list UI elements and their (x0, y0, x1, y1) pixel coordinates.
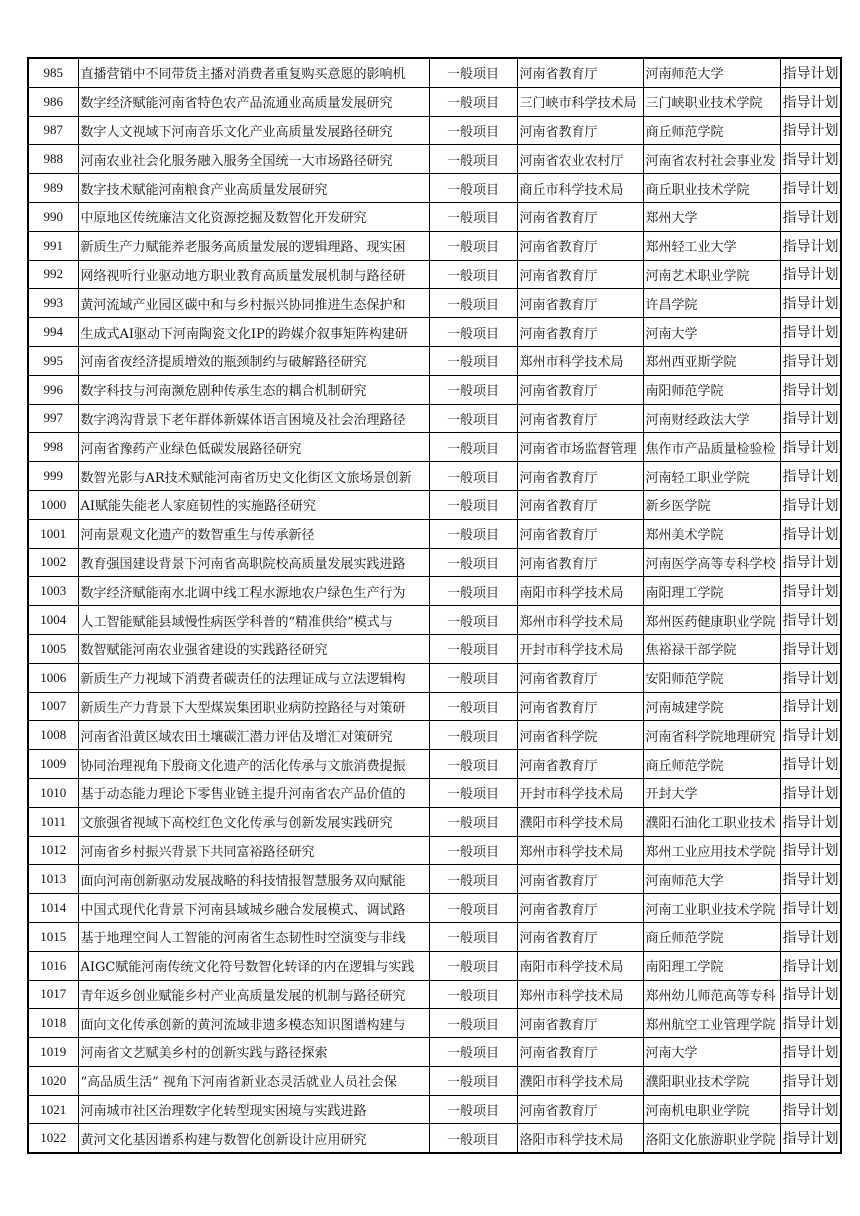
host-unit-cell: 商丘师范学院 (643, 116, 780, 145)
table-row (28, 1009, 841, 1038)
row-number-cell: 1008 (28, 721, 78, 750)
row-number-cell: 1013 (28, 865, 78, 894)
project-type-cell: 一般项目 (429, 721, 517, 750)
project-title-cell: 新质生产力背景下大型煤炭集团职业病防控路径与对策研 (78, 692, 429, 721)
project-type-cell: 一般项目 (429, 865, 517, 894)
plan-category-cell: 指导计划 (780, 318, 841, 347)
table-row (28, 1038, 841, 1067)
row-number-cell: 1006 (28, 663, 78, 692)
row-number-cell: 998 (28, 433, 78, 462)
host-unit-cell: 河南艺术职业学院 (643, 260, 780, 289)
host-unit-cell: 河南轻工职业学院 (643, 462, 780, 491)
recommending-department-cell: 河南省科学院 (517, 721, 643, 750)
project-type-cell: 一般项目 (429, 922, 517, 951)
table-row (28, 202, 841, 231)
table-row (28, 433, 841, 462)
project-type-cell: 一般项目 (429, 807, 517, 836)
row-number-cell: 994 (28, 318, 78, 347)
row-number-cell: 1016 (28, 951, 78, 980)
project-type-cell: 一般项目 (429, 951, 517, 980)
project-title-cell: 人工智能赋能县域慢性病医学科普的“精准供给”模式与 (78, 606, 429, 635)
row-number-cell: 1015 (28, 922, 78, 951)
host-unit-cell: 河南师范大学 (643, 58, 780, 87)
table-row (28, 951, 841, 980)
recommending-department-cell: 河南省教育厅 (517, 375, 643, 404)
host-unit-cell: 新乡医学院 (643, 490, 780, 519)
recommending-department-cell: 河南省教育厅 (517, 490, 643, 519)
table-row (28, 289, 841, 318)
row-number-cell: 997 (28, 404, 78, 433)
table-row (28, 692, 841, 721)
plan-category-cell: 指导计划 (780, 1066, 841, 1095)
recommending-department-cell: 濮阳市科学技术局 (517, 807, 643, 836)
host-unit-cell: 郑州轻工业大学 (643, 231, 780, 260)
recommending-department-cell: 商丘市科学技术局 (517, 174, 643, 203)
table-row (28, 1066, 841, 1095)
plan-category-cell: 指导计划 (780, 490, 841, 519)
plan-category-cell: 指导计划 (780, 865, 841, 894)
project-title-cell: 新质生产力赋能养老服务高质量发展的逻辑理路、现实困 (78, 231, 429, 260)
host-unit-cell: 焦裕禄干部学院 (643, 634, 780, 663)
project-title-cell: 河南省乡村振兴背景下共同富裕路径研究 (78, 836, 429, 865)
project-type-cell: 一般项目 (429, 174, 517, 203)
project-title-cell: 河南景观文化遗产的数智重生与传承新径 (78, 519, 429, 548)
row-number-cell: 985 (28, 58, 78, 87)
table-row (28, 375, 841, 404)
plan-category-cell: 指导计划 (780, 922, 841, 951)
project-title-cell: 基于动态能力理论下零售业链主提升河南省农产品价值的 (78, 778, 429, 807)
project-title-cell: 教育强国建设背景下河南省高职院校高质量发展实践进路 (78, 548, 429, 577)
table-row (28, 490, 841, 519)
row-number-cell: 1017 (28, 980, 78, 1009)
table-row (28, 145, 841, 174)
table-row (28, 1124, 841, 1153)
project-title-cell: 面向河南创新驱动发展战略的科技情报智慧服务双向赋能 (78, 865, 429, 894)
table-row (28, 721, 841, 750)
host-unit-cell: 河南城建学院 (643, 692, 780, 721)
host-unit-cell: 南阳理工学院 (643, 951, 780, 980)
host-unit-cell: 河南大学 (643, 1038, 780, 1067)
project-type-cell: 一般项目 (429, 894, 517, 923)
table-row (28, 865, 841, 894)
host-unit-cell: 河南大学 (643, 318, 780, 347)
plan-category-cell: 指导计划 (780, 58, 841, 87)
project-title-cell: 数智赋能河南农业强省建设的实践路径研究 (78, 634, 429, 663)
project-title-cell: 黄河流域产业园区碳中和与乡村振兴协同推进生态保护和 (78, 289, 429, 318)
host-unit-cell: 洛阳文化旅游职业学院 (643, 1124, 780, 1153)
row-number-cell: 990 (28, 202, 78, 231)
project-type-cell: 一般项目 (429, 1124, 517, 1153)
host-unit-cell: 濮阳石油化工职业技术 (643, 807, 780, 836)
recommending-department-cell: 河南省教育厅 (517, 58, 643, 87)
recommending-department-cell: 河南省教育厅 (517, 318, 643, 347)
project-title-cell: 协同治理视角下殷商文化遗产的活化传承与文旅消费提振 (78, 750, 429, 779)
recommending-department-cell: 河南省教育厅 (517, 750, 643, 779)
plan-category-cell: 指导计划 (780, 462, 841, 491)
row-number-cell: 1018 (28, 1009, 78, 1038)
project-title-cell: 青年返乡创业赋能乡村产业高质量发展的机制与路径研究 (78, 980, 429, 1009)
table-row (28, 318, 841, 347)
host-unit-cell: 南阳师范学院 (643, 375, 780, 404)
host-unit-cell: 安阳师范学院 (643, 663, 780, 692)
host-unit-cell: 河南工业职业技术学院 (643, 894, 780, 923)
project-list-table (27, 57, 842, 1154)
project-title-cell: 数字人文视域下河南音乐文化产业高质量发展路径研究 (78, 116, 429, 145)
recommending-department-cell: 河南省教育厅 (517, 894, 643, 923)
plan-category-cell: 指导计划 (780, 721, 841, 750)
host-unit-cell: 商丘师范学院 (643, 750, 780, 779)
project-type-cell: 一般项目 (429, 1066, 517, 1095)
project-title-cell: 数字经济赋能河南省特色农产品流通业高质量发展研究 (78, 87, 429, 116)
project-type-cell: 一般项目 (429, 1009, 517, 1038)
table-row (28, 894, 841, 923)
project-type-cell: 一般项目 (429, 116, 517, 145)
row-number-cell: 986 (28, 87, 78, 116)
recommending-department-cell: 河南省教育厅 (517, 922, 643, 951)
host-unit-cell: 郑州西亚斯学院 (643, 346, 780, 375)
project-title-cell: 数字鸿沟背景下老年群体新媒体语言困境及社会治理路径 (78, 404, 429, 433)
row-number-cell: 988 (28, 145, 78, 174)
table-row (28, 548, 841, 577)
table-row (28, 836, 841, 865)
project-title-cell: 生成式AI驱动下河南陶瓷文化IP的跨媒介叙事矩阵构建研 (78, 318, 429, 347)
row-number-cell: 1022 (28, 1124, 78, 1153)
recommending-department-cell: 开封市科学技术局 (517, 634, 643, 663)
project-title-cell: 河南省文艺赋美乡村的创新实践与路径探索 (78, 1038, 429, 1067)
table-row (28, 980, 841, 1009)
host-unit-cell: 南阳理工学院 (643, 577, 780, 606)
project-type-cell: 一般项目 (429, 433, 517, 462)
table-row (28, 634, 841, 663)
row-number-cell: 1011 (28, 807, 78, 836)
recommending-department-cell: 河南省教育厅 (517, 289, 643, 318)
project-type-cell: 一般项目 (429, 634, 517, 663)
host-unit-cell: 河南省农村社会事业发 (643, 145, 780, 174)
project-type-cell: 一般项目 (429, 836, 517, 865)
plan-category-cell: 指导计划 (780, 145, 841, 174)
host-unit-cell: 郑州大学 (643, 202, 780, 231)
host-unit-cell: 许昌学院 (643, 289, 780, 318)
row-number-cell: 987 (28, 116, 78, 145)
host-unit-cell: 开封大学 (643, 778, 780, 807)
row-number-cell: 1007 (28, 692, 78, 721)
table-row (28, 174, 841, 203)
recommending-department-cell: 三门峡市科学技术局 (517, 87, 643, 116)
project-title-cell: 面向文化传承创新的黄河流域非遗多模态知识图谱构建与 (78, 1009, 429, 1038)
recommending-department-cell: 郑州市科学技术局 (517, 346, 643, 375)
project-type-cell: 一般项目 (429, 577, 517, 606)
plan-category-cell: 指导计划 (780, 1095, 841, 1124)
table-row (28, 260, 841, 289)
host-unit-cell: 焦作市产品质量检验检 (643, 433, 780, 462)
project-title-cell: 中原地区传统廉洁文化资源挖掘及数智化开发研究 (78, 202, 429, 231)
row-number-cell: 992 (28, 260, 78, 289)
recommending-department-cell: 河南省教育厅 (517, 548, 643, 577)
table-row (28, 87, 841, 116)
plan-category-cell: 指导计划 (780, 548, 841, 577)
host-unit-cell: 河南财经政法大学 (643, 404, 780, 433)
row-number-cell: 1010 (28, 778, 78, 807)
recommending-department-cell: 河南省教育厅 (517, 462, 643, 491)
project-type-cell: 一般项目 (429, 692, 517, 721)
project-title-cell: 河南省夜经济提质增效的瓶颈制约与破解路径研究 (78, 346, 429, 375)
row-number-cell: 1001 (28, 519, 78, 548)
project-type-cell: 一般项目 (429, 87, 517, 116)
recommending-department-cell: 濮阳市科学技术局 (517, 1066, 643, 1095)
project-title-cell: AIGC赋能河南传统文化符号数智化转译的内在逻辑与实践 (78, 951, 429, 980)
host-unit-cell: 河南师范大学 (643, 865, 780, 894)
host-unit-cell: 商丘职业技术学院 (643, 174, 780, 203)
recommending-department-cell: 河南省教育厅 (517, 1095, 643, 1124)
plan-category-cell: 指导计划 (780, 663, 841, 692)
host-unit-cell: 河南医学高等专科学校 (643, 548, 780, 577)
recommending-department-cell: 洛阳市科学技术局 (517, 1124, 643, 1153)
row-number-cell: 1019 (28, 1038, 78, 1067)
plan-category-cell: 指导计划 (780, 375, 841, 404)
recommending-department-cell: 南阳市科学技术局 (517, 951, 643, 980)
project-type-cell: 一般项目 (429, 145, 517, 174)
recommending-department-cell: 河南省教育厅 (517, 202, 643, 231)
project-title-cell: 数智光影与AR技术赋能河南省历史文化街区文旅场景创新 (78, 462, 429, 491)
plan-category-cell: 指导计划 (780, 260, 841, 289)
project-title-cell: 中国式现代化背景下河南县域城乡融合发展模式、调试路 (78, 894, 429, 923)
project-type-cell: 一般项目 (429, 1095, 517, 1124)
project-title-cell: 河南省豫药产业绿色低碳发展路径研究 (78, 433, 429, 462)
plan-category-cell: 指导计划 (780, 606, 841, 635)
project-type-cell: 一般项目 (429, 260, 517, 289)
row-number-cell: 1000 (28, 490, 78, 519)
row-number-cell: 995 (28, 346, 78, 375)
project-type-cell: 一般项目 (429, 375, 517, 404)
project-title-cell: 数字科技与河南濒危剧种传承生态的耦合机制研究 (78, 375, 429, 404)
row-number-cell: 993 (28, 289, 78, 318)
project-type-cell: 一般项目 (429, 462, 517, 491)
plan-category-cell: 指导计划 (780, 778, 841, 807)
plan-category-cell: 指导计划 (780, 202, 841, 231)
row-number-cell: 1021 (28, 1095, 78, 1124)
project-title-cell: 数字技术赋能河南粮食产业高质量发展研究 (78, 174, 429, 203)
plan-category-cell: 指导计划 (780, 289, 841, 318)
project-title-cell: 文旅强省视域下高校红色文化传承与创新发展实践研究 (78, 807, 429, 836)
table-row (28, 231, 841, 260)
project-title-cell: 基于地理空间人工智能的河南省生态韧性时空演变与非线 (78, 922, 429, 951)
host-unit-cell: 郑州美术学院 (643, 519, 780, 548)
row-number-cell: 1009 (28, 750, 78, 779)
plan-category-cell: 指导计划 (780, 433, 841, 462)
plan-category-cell: 指导计划 (780, 404, 841, 433)
project-type-cell: 一般项目 (429, 778, 517, 807)
plan-category-cell: 指导计划 (780, 116, 841, 145)
plan-category-cell: 指导计划 (780, 692, 841, 721)
project-type-cell: 一般项目 (429, 1038, 517, 1067)
table-row (28, 58, 841, 87)
host-unit-cell: 三门峡职业技术学院 (643, 87, 780, 116)
row-number-cell: 1012 (28, 836, 78, 865)
project-type-cell: 一般项目 (429, 202, 517, 231)
project-title-cell: 河南城市社区治理数字化转型现实困境与实践进路 (78, 1095, 429, 1124)
recommending-department-cell: 河南省教育厅 (517, 519, 643, 548)
host-unit-cell: 郑州医药健康职业学院 (643, 606, 780, 635)
row-number-cell: 1003 (28, 577, 78, 606)
project-title-cell: 河南农业社会化服务融入服务全国统一大市场路径研究 (78, 145, 429, 174)
project-type-cell: 一般项目 (429, 404, 517, 433)
table-row (28, 404, 841, 433)
plan-category-cell: 指导计划 (780, 577, 841, 606)
project-type-cell: 一般项目 (429, 548, 517, 577)
host-unit-cell: 郑州航空工业管理学院 (643, 1009, 780, 1038)
plan-category-cell: 指导计划 (780, 346, 841, 375)
recommending-department-cell: 河南省教育厅 (517, 1038, 643, 1067)
project-type-cell: 一般项目 (429, 318, 517, 347)
row-number-cell: 991 (28, 231, 78, 260)
recommending-department-cell: 河南省教育厅 (517, 116, 643, 145)
project-type-cell: 一般项目 (429, 346, 517, 375)
plan-category-cell: 指导计划 (780, 836, 841, 865)
recommending-department-cell: 开封市科学技术局 (517, 778, 643, 807)
recommending-department-cell: 河南省教育厅 (517, 865, 643, 894)
row-number-cell: 996 (28, 375, 78, 404)
project-title-cell: 数字经济赋能南水北调中线工程水源地农户绿色生产行为 (78, 577, 429, 606)
recommending-department-cell: 河南省教育厅 (517, 692, 643, 721)
plan-category-cell: 指导计划 (780, 519, 841, 548)
table-row (28, 922, 841, 951)
table-row (28, 519, 841, 548)
project-title-cell: 直播营销中不同带货主播对消费者重复购买意愿的影响机 (78, 58, 429, 87)
host-unit-cell: 郑州幼儿师范高等专科 (643, 980, 780, 1009)
project-title-cell: 黄河文化基因谱系构建与数智化创新设计应用研究 (78, 1124, 429, 1153)
table-row (28, 807, 841, 836)
table-row (28, 116, 841, 145)
project-title-cell: “高品质生活” 视角下河南省新业态灵活就业人员社会保 (78, 1066, 429, 1095)
project-title-cell: AI赋能失能老人家庭韧性的实施路径研究 (78, 490, 429, 519)
row-number-cell: 989 (28, 174, 78, 203)
host-unit-cell: 河南机电职业学院 (643, 1095, 780, 1124)
plan-category-cell: 指导计划 (780, 1124, 841, 1153)
project-type-cell: 一般项目 (429, 980, 517, 1009)
table-row (28, 577, 841, 606)
recommending-department-cell: 河南省教育厅 (517, 260, 643, 289)
plan-category-cell: 指导计划 (780, 951, 841, 980)
row-number-cell: 1005 (28, 634, 78, 663)
table-body (28, 58, 841, 1153)
table-row (28, 778, 841, 807)
recommending-department-cell: 郑州市科学技术局 (517, 836, 643, 865)
recommending-department-cell: 河南省教育厅 (517, 1009, 643, 1038)
plan-category-cell: 指导计划 (780, 231, 841, 260)
plan-category-cell: 指导计划 (780, 750, 841, 779)
host-unit-cell: 商丘师范学院 (643, 922, 780, 951)
plan-category-cell: 指导计划 (780, 174, 841, 203)
table-row (28, 1095, 841, 1124)
table-row (28, 462, 841, 491)
row-number-cell: 999 (28, 462, 78, 491)
recommending-department-cell: 河南省教育厅 (517, 404, 643, 433)
row-number-cell: 1020 (28, 1066, 78, 1095)
project-title-cell: 河南省沿黄区域农田土壤碳汇潜力评估及增汇对策研究 (78, 721, 429, 750)
project-type-cell: 一般项目 (429, 606, 517, 635)
host-unit-cell: 濮阳职业技术学院 (643, 1066, 780, 1095)
project-type-cell: 一般项目 (429, 490, 517, 519)
project-type-cell: 一般项目 (429, 231, 517, 260)
plan-category-cell: 指导计划 (780, 980, 841, 1009)
recommending-department-cell: 河南省教育厅 (517, 231, 643, 260)
plan-category-cell: 指导计划 (780, 807, 841, 836)
recommending-department-cell: 郑州市科学技术局 (517, 980, 643, 1009)
project-type-cell: 一般项目 (429, 519, 517, 548)
host-unit-cell: 河南省科学院地理研究 (643, 721, 780, 750)
project-type-cell: 一般项目 (429, 58, 517, 87)
recommending-department-cell: 河南省农业农村厅 (517, 145, 643, 174)
table-row (28, 750, 841, 779)
host-unit-cell: 郑州工业应用技术学院 (643, 836, 780, 865)
plan-category-cell: 指导计划 (780, 894, 841, 923)
recommending-department-cell: 南阳市科学技术局 (517, 577, 643, 606)
project-type-cell: 一般项目 (429, 289, 517, 318)
plan-category-cell: 指导计划 (780, 87, 841, 116)
recommending-department-cell: 河南省市场监督管理 (517, 433, 643, 462)
project-title-cell: 网络视听行业驱动地方职业教育高质量发展机制与路径研 (78, 260, 429, 289)
project-type-cell: 一般项目 (429, 663, 517, 692)
project-title-cell: 新质生产力视域下消费者碳责任的法理证成与立法逻辑构 (78, 663, 429, 692)
recommending-department-cell: 郑州市科学技术局 (517, 606, 643, 635)
plan-category-cell: 指导计划 (780, 1038, 841, 1067)
table-row (28, 346, 841, 375)
plan-category-cell: 指导计划 (780, 1009, 841, 1038)
row-number-cell: 1002 (28, 548, 78, 577)
recommending-department-cell: 河南省教育厅 (517, 663, 643, 692)
table-row (28, 663, 841, 692)
table-row (28, 606, 841, 635)
plan-category-cell: 指导计划 (780, 634, 841, 663)
row-number-cell: 1014 (28, 894, 78, 923)
row-number-cell: 1004 (28, 606, 78, 635)
project-type-cell: 一般项目 (429, 750, 517, 779)
